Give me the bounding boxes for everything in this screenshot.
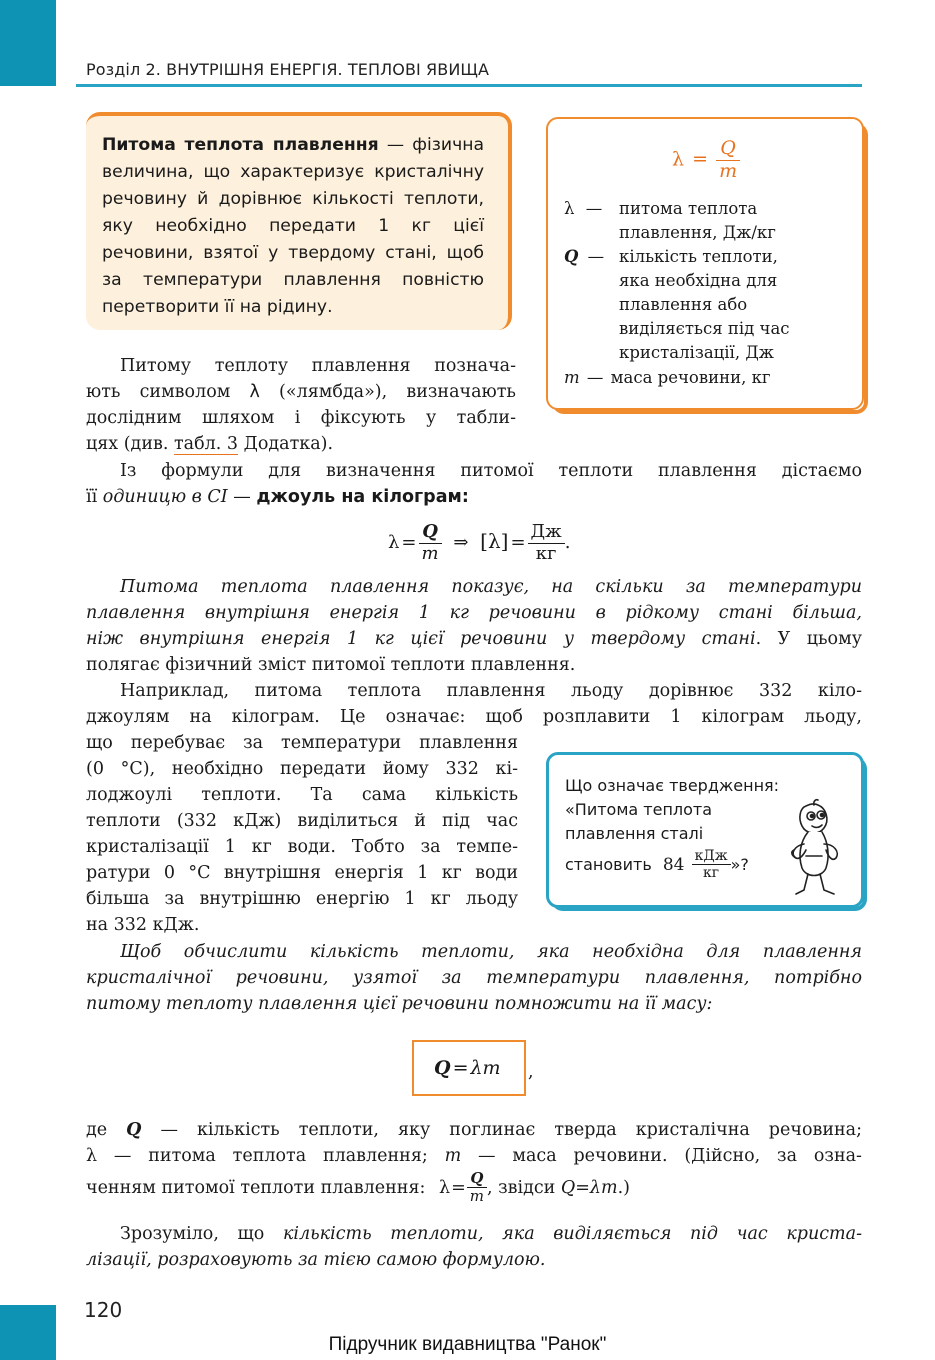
para2-line1: Із формули для визначення питомої теплоти плавлення дістаємо bbox=[120, 461, 862, 481]
legend-q-desc-1: кількість теплоти, bbox=[619, 247, 778, 266]
legend-q-desc-2: яка необхідна для bbox=[619, 271, 778, 290]
para2-line2: її одиницю в СІ — джоуль на кілограм: bbox=[86, 487, 469, 507]
para4-line8: ратури 0 °С внутрішня енергія 1 кг води bbox=[86, 863, 518, 883]
question-line1: Що означає твердження: bbox=[565, 776, 780, 795]
para4-line10: на 332 кДж. bbox=[86, 915, 200, 935]
publisher-caption: Підручник видавництва "Ранок" bbox=[328, 1334, 607, 1355]
para4-line3: що перебуває за температури плавлення bbox=[86, 733, 518, 753]
legend-q-row: Q — bbox=[564, 247, 605, 266]
para4-line4: (0 °С), необхідно передати йому 332 кі- bbox=[86, 759, 518, 779]
para6-line2: λ — питома теплота плавлення; m — маса речовини. (Дійсно, за озна- bbox=[86, 1146, 862, 1166]
question-line2: «Питома теплота bbox=[565, 800, 713, 819]
legend-q-desc-4: виділяється під час bbox=[619, 319, 790, 338]
para3-line1: Питома теплота плавлення показує, на скільки за температури bbox=[120, 577, 862, 597]
definition-text bbox=[102, 132, 484, 321]
section-header: Розділ 2. ВНУТРІШНЯ ЕНЕРГІЯ. ТЕПЛОВІ ЯВИЩА bbox=[86, 60, 490, 79]
question-line4: становить 84 $\frac{\text{кДж}}{кг}$ »? bbox=[565, 848, 749, 882]
para5-line2: кристалічної речовини, узятої за температури плавлення, потрібно bbox=[86, 968, 862, 988]
para5-line1: Щоб обчислити кількість теплоти, яка необхідна для плавлення bbox=[120, 942, 862, 962]
para1-line1: Питому теплоту плавлення познача- bbox=[120, 356, 516, 376]
para1-line4: цях (див. табл. 3 Додатка). bbox=[86, 434, 334, 454]
header-rule bbox=[76, 84, 862, 87]
para3-line2: плавлення внутрішня енергія 1 кг речовини в рідкому стані більша, bbox=[86, 603, 862, 623]
corner-tab-top bbox=[0, 0, 56, 86]
para1-line3: дослідним шляхом і фіксують у табли- bbox=[86, 408, 516, 428]
para4-line9: більша за внутрішню енергію 1 кг льоду bbox=[86, 889, 518, 909]
definition-term: Питома теплота плавлення bbox=[102, 135, 379, 155]
para6-line1: де Q — кількість теплоти, яку поглинає тверда кристалічна речовина; bbox=[86, 1120, 862, 1140]
para4-line5: лоджоулі теплоти. Та сама кількість bbox=[86, 785, 518, 805]
para4-line6: теплоти (332 кДж) виділиться й під час bbox=[86, 811, 518, 831]
thinking-character-icon bbox=[778, 798, 854, 898]
para7-line2: лізації, розраховують за тією самою формулою. bbox=[86, 1250, 546, 1270]
para1-line2: ють символом λ («лямбда»), визначають bbox=[86, 382, 516, 402]
para5-line3: питому теплоту плавлення цієї речовини помножити на її масу: bbox=[86, 994, 713, 1014]
para3-line3: ніж внутрішня енергія 1 кг цієї речовини у твердому стані. У цьому bbox=[86, 629, 863, 649]
legend-q-desc-3: плавлення або bbox=[619, 295, 748, 314]
legend-q-desc-5: кристалізації, Дж bbox=[619, 343, 774, 362]
unit-formula: λ = Q m ⇒ [λ] = $\frac{Дж}{кг}$ . bbox=[388, 521, 571, 564]
para4-line1: Наприклад, питома теплота плавлення льоду дорівнює 332 кіло- bbox=[120, 681, 862, 701]
page-number: 120 bbox=[84, 1298, 123, 1322]
legend-formula: λ = $\frac{Q}{m}$ bbox=[672, 138, 740, 183]
para4-line7: кристалізації 1 кг води. Тобто за темпе- bbox=[86, 837, 518, 857]
definition-body: — фізична величина, що характеризує кристалічну речовину й дорівнює кількості теплоти, яку необхідно передати 1 кг цієї речовини, взятої у твердому стані, щоб за температури плавлення повністю перетворити її на рідину. bbox=[102, 135, 484, 317]
main-formula: Q = λm bbox=[434, 1057, 501, 1079]
legend-lambda-desc-2: плавлення, Дж/кг bbox=[619, 223, 776, 242]
legend-lambda-desc-1: питома теплота bbox=[619, 199, 758, 218]
main-formula-comma: , bbox=[528, 1062, 534, 1082]
para7-line1: Зрозуміло, що кількість теплоти, яка виділяється під час криста- bbox=[120, 1224, 862, 1244]
question-line3: плавлення сталі bbox=[565, 824, 704, 843]
legend-fraction: $\frac{Q}{m}$ bbox=[716, 138, 740, 183]
para6-line3: ченням питомої теплоти плавлення: λ= Q m , звідси Q=λm.) bbox=[86, 1169, 630, 1206]
table-reference-link[interactable]: табл. 3 bbox=[174, 434, 239, 454]
para3-line4: полягає фізичний зміст питомої теплоти плавлення. bbox=[86, 655, 576, 675]
para4-line2: джоулям на кілограм. Це означає: щоб розплавити 1 кілограм льоду, bbox=[86, 707, 862, 727]
legend-lambda-row: λ — bbox=[564, 199, 603, 218]
legend-m-row: m — маса речовини, кг bbox=[564, 368, 771, 387]
